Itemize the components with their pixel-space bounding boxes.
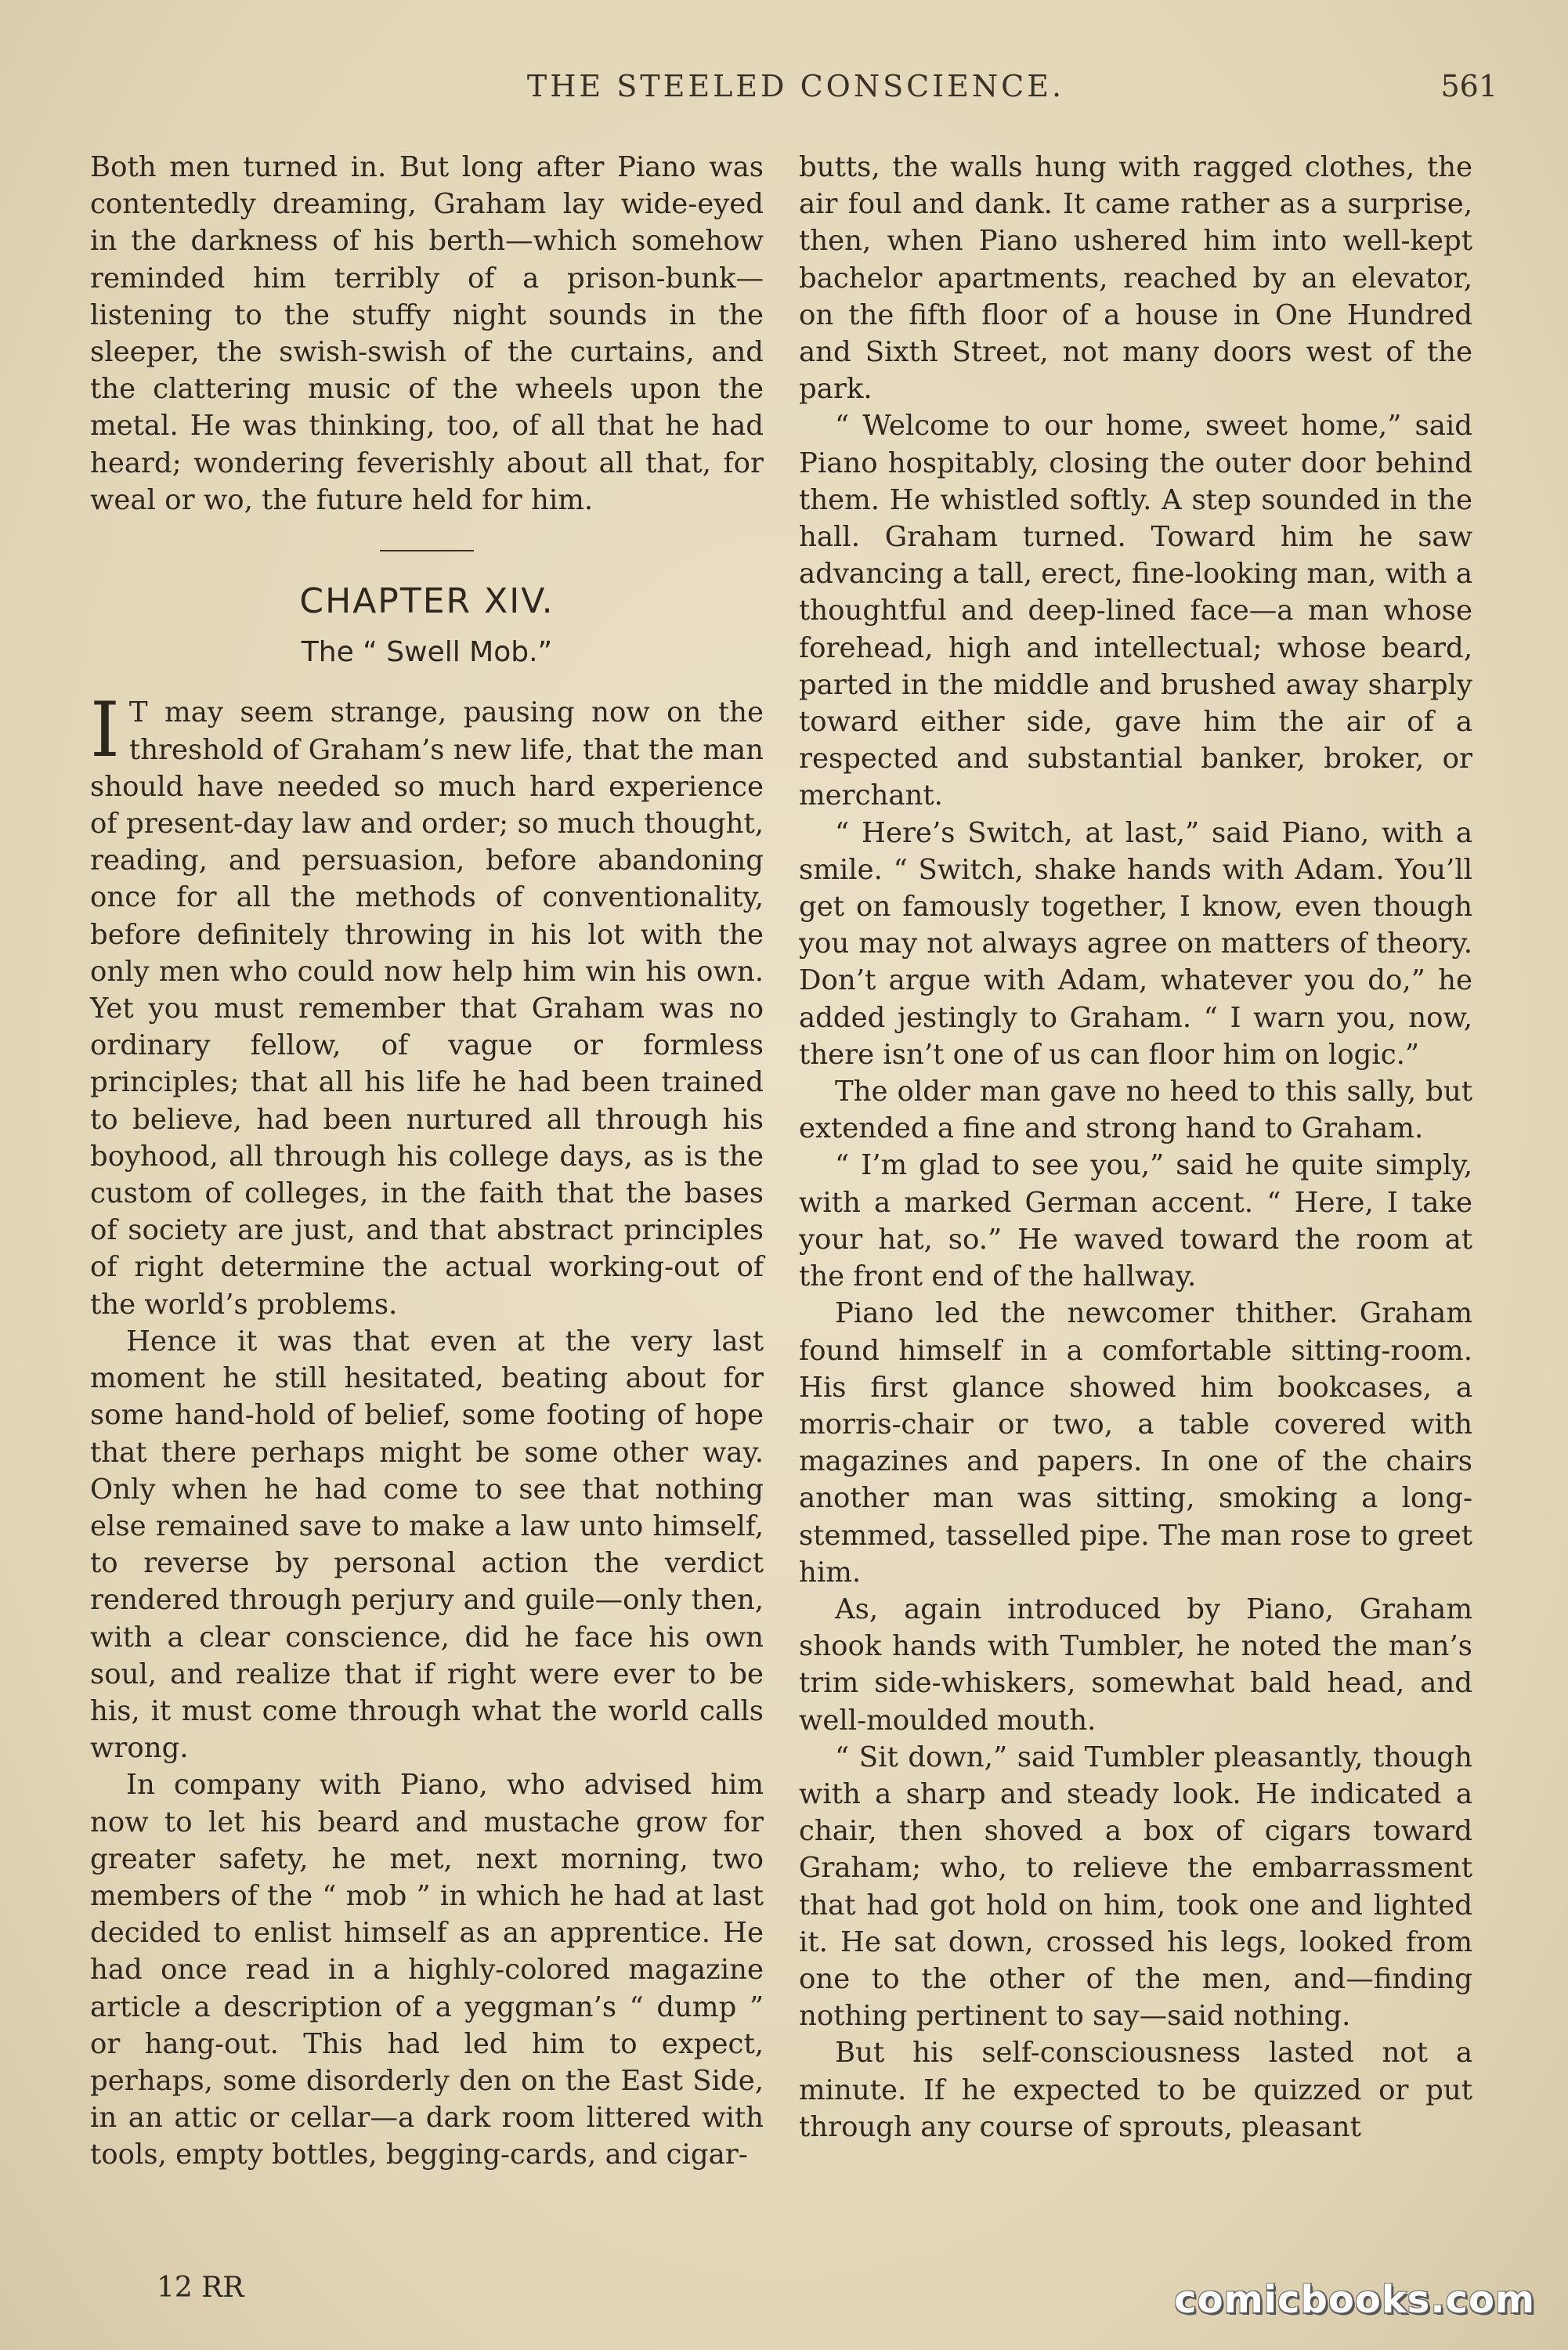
paragraph: Both men turned in. But long after Piano was contentedly dreaming, Graham lay wide-eyed in the darkness of his berth—which somehow reminded him terribly of a prison-bunk—listening to the stuffy night sounds in the sleeper, the swish-swish of the curtains, and the clattering music of the wheels upon the metal. He was thinking, too, of all that he had heard; wondering feverishly about all that, for weal or wo, the future held for him. xyxy=(90,151,764,516)
paragraph-text: T may seem strange, pausing now on the threshold of Graham’s new life, that the man should have needed so much hard experience of present-day law and order; so much thought, reading, and persuasion, before abandoning once for all the methods of conventionality, before definitely throwing in his lot with the only men who could now help him win his own. Yet you must remember that Graham was no ordinary fellow, of vague or formless principles; that all his life he had been trained to believe, had been nurtured all through his boyhood, all through his college days, as is the custom of colleges, in the faith that the bases of society are just, and that abstract principles of right determine the actual working-out of the world’s problems. xyxy=(90,696,764,1321)
paragraph: The older man gave no heed to this sally, but extended a fine and strong hand to Graham. xyxy=(799,1076,1472,1145)
paragraph: butts, the walls hung with ragged clothes, the air foul and dank. It came rather as a surprise, then, when Piano ushered him into well-kept bachelor apartments, reached by an elevator, on the fifth floor of a house in One Hundred and Sixth Street, not many doors west of the park. xyxy=(799,151,1472,406)
paragraph: Piano led the newcomer thither. Graham found himself in a comfortable sitting-room. His first glance showed him bookcases, a morris-chair or two, a table covered with magazines and papers. In one of the chairs another man was sitting, smoking a long-stemmed, tasselled pipe. The man rose to greet him. xyxy=(799,1297,1472,1589)
right-column xyxy=(799,149,1472,2146)
paragraph: But his self-consciousness lasted not a minute. If he expected to be quizzed or put through any course of sprouts, pleasant xyxy=(799,2037,1472,2143)
watermark: comicbooks.com xyxy=(1174,2278,1535,2322)
page-number: 561 xyxy=(1440,69,1498,103)
page-header xyxy=(86,69,1505,116)
paragraph: As, again introduced by Piano, Graham shook hands with Tumbler, he noted the man’s trim side-whiskers, somewhat bald head, and well-moulded mouth. xyxy=(799,1593,1472,1737)
paragraph: In company with Piano, who advised him now to let his beard and mustache grow for greater safety, he met, next morning, two members of the “ mob ” in which he had at last decided to enlist himself as an apprentice. He had once read in a highly-colored magazine article a description of a yeggman’s “ dump ” or hang-out. This had led him to expect, perhaps, some disorderly den on the East Side, in an attic or cellar—a dark room littered with tools, empty bottles, begging-cards, and cigar- xyxy=(90,1769,764,2171)
paragraph: “ Welcome to our home, sweet home,” said Piano hospitably, closing the outer door behind them. He whistled softly. A step sounded in the hall. Graham turned. Toward him he saw advancing a tall, erect, fine-looking man, with a thoughtful and deep-lined face—a man whose forehead, high and intellectual; whose beard, parted in the middle and brushed away sharply toward either side, gave him the air of a respected and substantial banker, broker, or merchant. xyxy=(799,410,1472,812)
chapter-subtitle: The “ Swell Mob.” xyxy=(301,636,553,669)
paragraph: Hence it was that even at the very last moment he still hesitated, beating about for some hand-hold of belief, some footing of hope that there perhaps might be some other way. Only when he had come to see that nothing else remained save to make a law unto himself, to reverse by personal action the verdict rendered through perjury and guile—only then, with a clear conscience, did he face his own soul, and realize that if right were ever to be his, it must come through what the world calls wrong. xyxy=(90,1325,764,1765)
paragraph: “ Here’s Switch, at last,” said Piano, with a smile. “ Switch, shake hands with Adam. You’ll get on famously together, I know, even though you may not always agree on matters of theory. Don’t argue with Adam, whatever you do,” he added jestingly to Graham. “ I warn you, now, there isn’t one of us can floor him on logic.” xyxy=(799,816,1472,1071)
section-divider xyxy=(380,550,474,551)
paragraph: “ Sit down,” said Tumbler pleasantly, though with a sharp and steady look. He indicated a chair, then shoved a box of cigars toward Graham; who, to relieve the embarrassment that had got hold on him, took one and lighted it. He sat down, crossed his legs, looked from one to the other of the men, and—finding nothing pertinent to say—said nothing. xyxy=(799,1741,1472,2033)
left-column xyxy=(90,149,764,2174)
chapter-heading: CHAPTER XIV. xyxy=(299,581,555,622)
paragraph-opening xyxy=(90,686,764,1322)
paragraph: “ I’m glad to see you,” said he quite simply, with a marked German accent. “ Here, I take your hat, so.” He waved toward the room at the front end of the hallway. xyxy=(799,1149,1472,1293)
running-title: THE STEELED CONSCIENCE. xyxy=(526,69,1065,103)
signature-mark: 12 RR xyxy=(157,2272,244,2304)
drop-cap: I xyxy=(90,686,120,775)
